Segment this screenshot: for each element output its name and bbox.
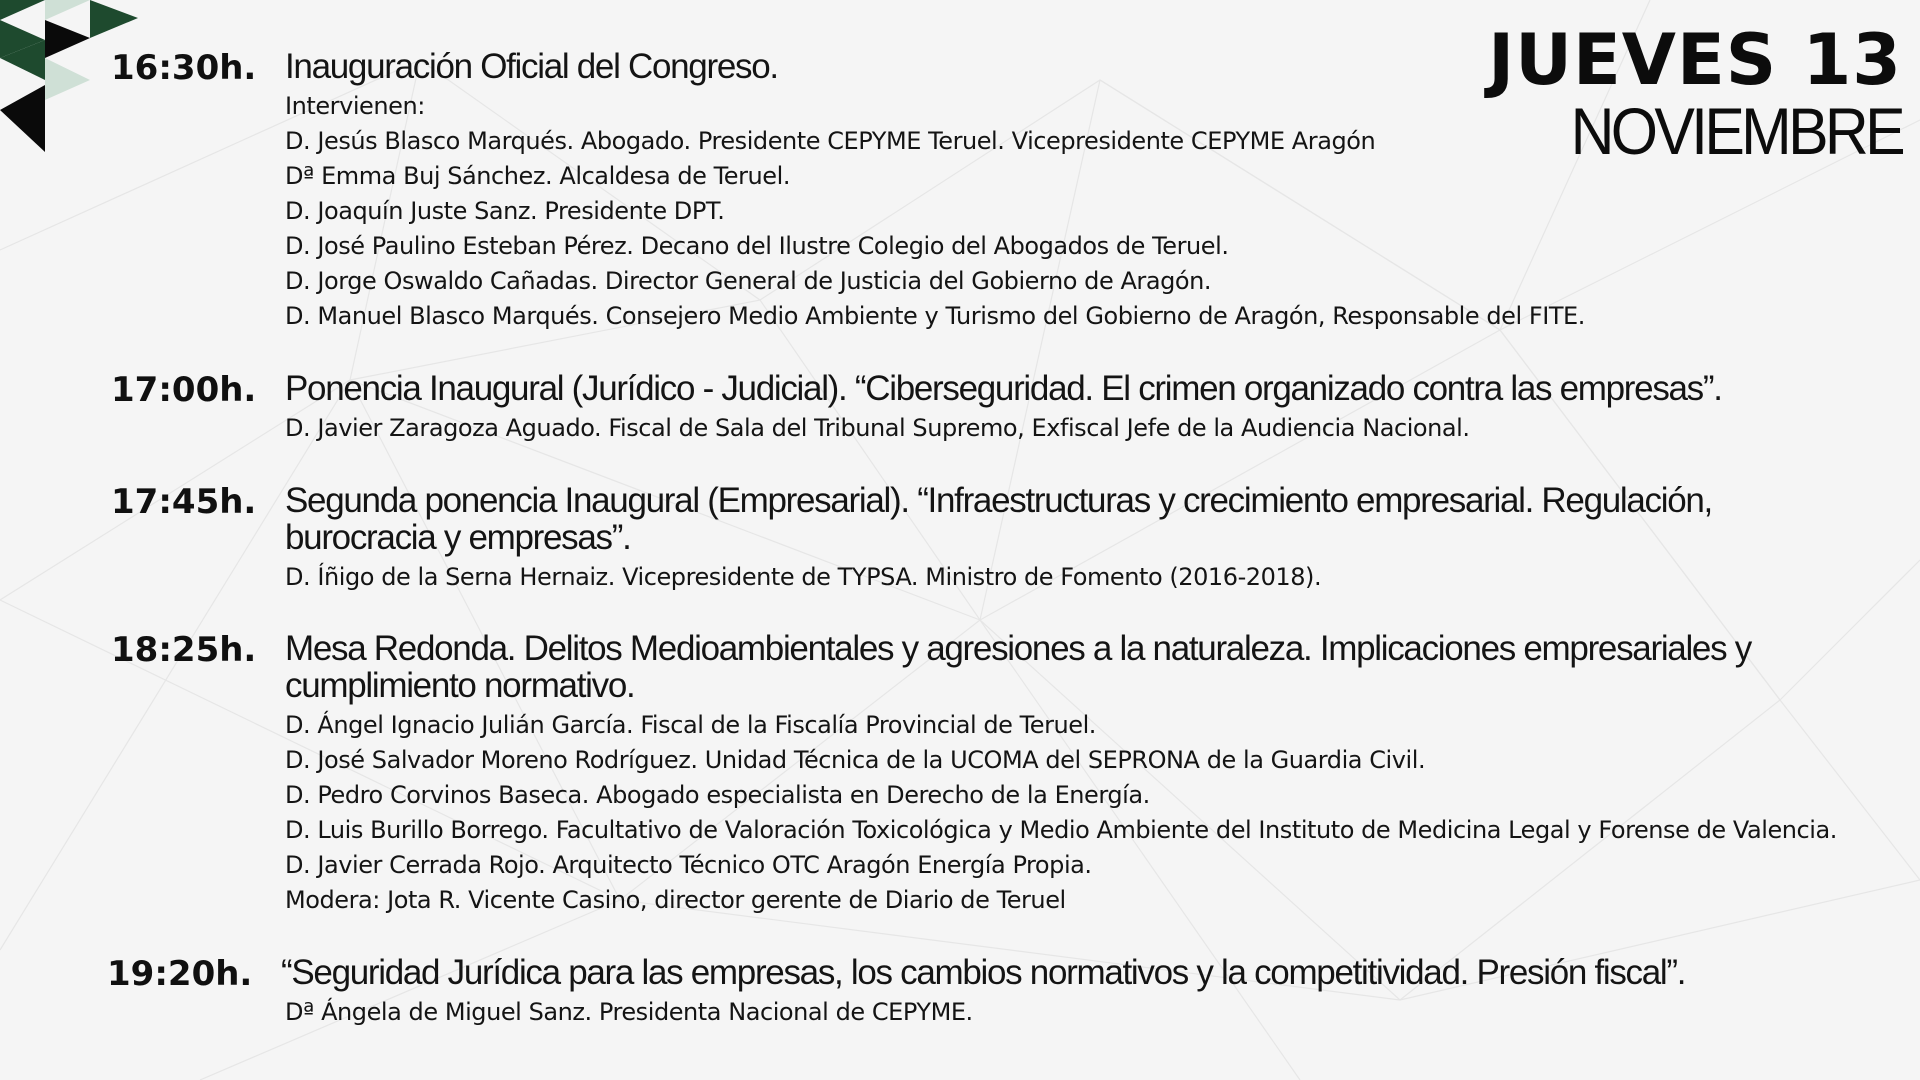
- speaker-line: D. Luis Burillo Borrego. Facultativo de Valoración Toxicológica y Medio Ambiente del Instituto de Medicina Legal y Forense de Valencia.: [285, 816, 1837, 844]
- date-month: NOVIEMBRE: [1570, 94, 1902, 168]
- session-title: Ponencia Inaugural (Jurídico - Judicial). “Ciberseguridad. El crimen organizado contra las empresas”.: [285, 369, 1722, 408]
- speaker-line: D. Joaquín Juste Sanz. Presidente DPT.: [285, 197, 725, 225]
- session-time: 17:45h.: [111, 482, 257, 522]
- speaker-line: D. Javier Cerrada Rojo. Arquitecto Técnico OTC Aragón Energía Propia.: [285, 851, 1092, 879]
- speaker-line: D. Íñigo de la Serna Hernaiz. Vicepresidente de TYPSA. Ministro de Fomento (2016-2018).: [285, 563, 1322, 591]
- session-time: 16:30h.: [111, 48, 257, 88]
- session-time: 19:20h.: [107, 954, 253, 994]
- speaker-line: D. Javier Zaragoza Aguado. Fiscal de Sala del Tribunal Supremo, Exfiscal Jefe de la Audiencia Nacional.: [285, 414, 1470, 442]
- speaker-line: Intervienen:: [285, 92, 425, 120]
- session-title: Inauguración Oficial del Congreso.: [285, 47, 778, 86]
- speaker-line: Dª Ángela de Miguel Sanz. Presidenta Nacional de CEPYME.: [285, 998, 973, 1026]
- session-title: Mesa Redonda. Delitos Medioambientales y agresiones a la naturaleza. Implicaciones empresariales y cumplimiento normativo.: [285, 629, 1751, 705]
- speaker-line: Modera: Jota R. Vicente Casino, director gerente de Diario de Teruel: [285, 886, 1066, 914]
- session-time: 18:25h.: [111, 630, 257, 670]
- speaker-line: D. Jesús Blasco Marqués. Abogado. Presidente CEPYME Teruel. Vicepresidente CEPYME Aragón: [285, 127, 1376, 155]
- speaker-line: D. Jorge Oswaldo Cañadas. Director General de Justicia del Gobierno de Aragón.: [285, 267, 1212, 295]
- speaker-line: D. José Paulino Esteban Pérez. Decano del Ilustre Colegio del Abogados de Teruel.: [285, 232, 1229, 260]
- speaker-line: D. Ángel Ignacio Julián García. Fiscal de la Fiscalía Provincial de Teruel.: [285, 711, 1096, 739]
- speaker-line: D. Pedro Corvinos Baseca. Abogado especialista en Derecho de la Energía.: [285, 781, 1150, 809]
- session-title: Segunda ponencia Inaugural (Empresarial). “Infraestructuras y crecimiento empresarial. Regulación, burocracia y empresas”.: [285, 481, 1712, 557]
- date-day: JUEVES 13: [1488, 19, 1902, 101]
- session-time: 17:00h.: [111, 370, 257, 410]
- speaker-line: Dª Emma Buj Sánchez. Alcaldesa de Teruel.: [285, 162, 790, 190]
- speaker-line: D. José Salvador Moreno Rodríguez. Unidad Técnica de la UCOMA del SEPRONA de la Guardia Civil.: [285, 746, 1426, 774]
- speaker-line: D. Manuel Blasco Marqués. Consejero Medio Ambiente y Turismo del Gobierno de Aragón, Responsable del FITE.: [285, 302, 1585, 330]
- session-title: “Seguridad Jurídica para las empresas, los cambios normativos y la competitividad. Presión fiscal”.: [281, 953, 1686, 992]
